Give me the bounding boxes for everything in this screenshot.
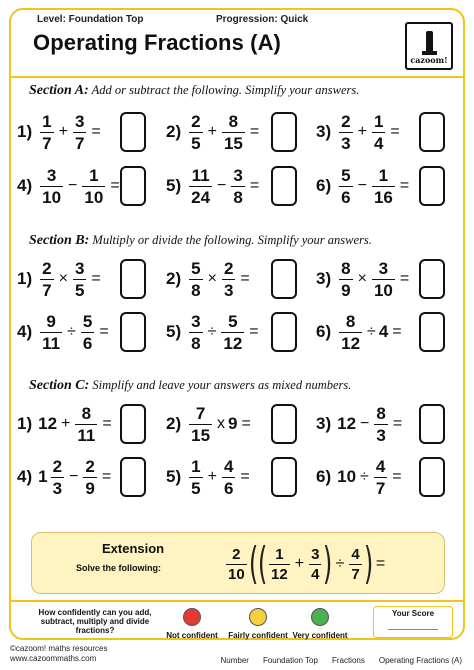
operator: − <box>69 468 79 485</box>
fraction: $\frac{8}{12}$ <box>341 311 361 353</box>
question-13 <box>17 400 115 448</box>
operator: + <box>58 123 68 140</box>
answer-box[interactable] <box>419 312 445 352</box>
fraction: $\frac{2}{7}$ <box>42 258 52 300</box>
fraction: $\frac{3}{10}$ <box>373 258 393 300</box>
operator: x <box>217 415 226 432</box>
fraction: $\frac{3}{8}$ <box>233 165 243 207</box>
score-line <box>388 629 438 630</box>
question-number: 3) <box>316 122 332 141</box>
footer-credits <box>10 644 107 664</box>
fraction: $\frac{1}{7}$ <box>42 111 52 153</box>
yellow-light-icon[interactable] <box>249 608 267 626</box>
question-number: 3) <box>316 414 332 433</box>
fraction: $\frac{3}{8}$ <box>191 311 201 353</box>
question-17 <box>166 453 253 501</box>
question-5 <box>166 162 262 210</box>
paren-close: ) <box>363 538 374 589</box>
fraction: $\frac{3}{5}$ <box>74 258 85 300</box>
operator: × <box>357 270 367 287</box>
question-15 <box>316 400 405 448</box>
operator: ÷ <box>367 323 376 340</box>
operator: ÷ <box>335 555 345 572</box>
question-8 <box>166 255 253 303</box>
answer-box[interactable] <box>419 259 445 299</box>
fairly-confident-label: Fairly confident <box>228 631 288 640</box>
red-light-icon[interactable] <box>183 608 201 626</box>
worksheet <box>9 8 465 640</box>
question-7 <box>17 255 104 303</box>
fraction: $\frac{1}{5}$ <box>191 456 201 498</box>
answer-box[interactable] <box>120 457 146 497</box>
fraction: $\frac{2}{3}$ <box>223 258 234 300</box>
answer-box[interactable] <box>120 259 146 299</box>
copyright-text: ©cazoom! maths resources <box>10 644 108 653</box>
question-number: 3) <box>316 269 332 288</box>
fraction: $\frac{8}{15}$ <box>223 111 243 153</box>
answer-box[interactable] <box>271 259 297 299</box>
fraction: $\frac{3}{7}$ <box>74 111 85 153</box>
equals-sign: = <box>91 123 101 140</box>
equals-sign: = <box>390 123 400 140</box>
operator: − <box>357 177 367 194</box>
operator: ÷ <box>360 468 369 485</box>
logo-icon <box>426 31 433 55</box>
answer-box[interactable] <box>120 166 146 206</box>
operator: + <box>357 123 367 140</box>
question-18 <box>316 453 405 501</box>
question-number: 6) <box>316 322 332 341</box>
fraction: $\frac{3}{10}$ <box>42 165 62 207</box>
equals-sign: = <box>375 555 386 572</box>
confidence-bar <box>11 600 463 640</box>
whole-number: 12 <box>38 414 58 433</box>
question-11 <box>166 308 262 356</box>
fraction: $\frac{9}{11}$ <box>42 311 61 353</box>
fraction: $\frac{1}{12}$ <box>271 545 288 583</box>
section-instruction: Add or subtract the following. Simplify your answers. <box>91 83 360 97</box>
breadcrumb-item: Fractions <box>331 656 365 665</box>
fraction: $\frac{2}{3}$ <box>341 111 351 153</box>
green-light-icon[interactable] <box>311 608 329 626</box>
section-instruction: Multiply or divide the following. Simplify your answers. <box>92 233 372 247</box>
not-confident-label: Not confident <box>166 631 218 640</box>
section-c-heading <box>29 378 351 394</box>
equals-sign: = <box>249 123 260 140</box>
fraction: $\frac{8}{9}$ <box>341 258 351 300</box>
footer-breadcrumb <box>220 656 462 665</box>
section-label: Section B: <box>29 233 90 248</box>
answer-box[interactable] <box>419 457 445 497</box>
question-16 <box>17 453 114 501</box>
section-instruction: Simplify and leave your answers as mixed numbers. <box>92 378 352 392</box>
answer-box[interactable] <box>120 112 146 152</box>
question-number: 5) <box>166 176 182 195</box>
equals-sign: = <box>240 270 250 287</box>
page-title: Operating Fractions (A) <box>33 30 281 55</box>
question-number: 6) <box>316 467 332 486</box>
question-number: 1) <box>17 269 33 288</box>
whole-number: 12 <box>337 414 357 433</box>
fraction: $\frac{4}{6}$ <box>223 456 234 498</box>
fraction: $\frac{1}{4}$ <box>373 111 384 153</box>
question-1 <box>17 108 104 156</box>
question-number: 5) <box>166 467 182 486</box>
answer-box[interactable] <box>120 404 146 444</box>
fraction: $\frac{4}{7}$ <box>351 545 360 583</box>
fraction: $\frac{11}{24}$ <box>191 165 211 207</box>
operator: + <box>294 555 305 572</box>
question-12 <box>316 308 405 356</box>
operator: − <box>217 177 227 194</box>
section-b-heading <box>29 233 372 249</box>
equals-sign: = <box>392 468 402 485</box>
fraction: $\frac{1}{10}$ <box>84 165 104 207</box>
question-3 <box>316 108 403 156</box>
fraction: $\frac{5}{6}$ <box>82 311 93 353</box>
equals-sign: = <box>392 415 403 432</box>
question-2 <box>166 108 262 156</box>
answer-box[interactable] <box>419 112 445 152</box>
question-14 <box>166 400 254 448</box>
operator: + <box>207 468 217 485</box>
equals-sign: = <box>249 323 259 340</box>
fraction: $\frac{8}{11}$ <box>77 403 96 445</box>
whole-number: 10 <box>337 467 357 486</box>
breadcrumb-item: Number <box>220 656 249 665</box>
extension-panel <box>31 532 445 594</box>
section-label: Section C: <box>29 378 90 393</box>
operator: − <box>68 177 78 194</box>
extension-subtitle: Solve the following: <box>76 563 161 573</box>
equals-sign: = <box>91 270 101 287</box>
question-number: 1) <box>17 414 33 433</box>
operator: ÷ <box>207 323 217 340</box>
answer-box[interactable] <box>419 404 445 444</box>
paren-close: ) <box>323 538 333 589</box>
answer-box[interactable] <box>120 312 146 352</box>
fraction: $\frac{2}{10}$ <box>228 545 245 583</box>
fraction: $\frac{8}{3}$ <box>376 403 386 445</box>
operator: × <box>58 270 68 287</box>
operator: − <box>360 415 370 432</box>
question-number: 4) <box>17 322 33 341</box>
fraction: $\frac{5}{6}$ <box>341 165 351 207</box>
score-label: Your Score <box>391 609 435 618</box>
equals-sign: = <box>101 468 112 485</box>
equals-sign: = <box>99 323 109 340</box>
breadcrumb-item: Operating Fractions (A) <box>378 656 462 665</box>
answer-box[interactable] <box>271 404 297 444</box>
question-6 <box>316 162 412 210</box>
website-link[interactable]: www.cazoommaths.com <box>10 654 97 663</box>
breadcrumb-item: Foundation Top <box>262 656 318 665</box>
cazoom-logo <box>405 22 453 70</box>
fraction: $\frac{2}{9}$ <box>85 456 95 498</box>
fraction: $\frac{2}{5}$ <box>191 111 201 153</box>
whole-number: 9 <box>228 414 238 433</box>
equals-sign: = <box>392 323 402 340</box>
whole-number: 1 <box>38 467 48 486</box>
equals-sign: = <box>241 415 251 432</box>
extension-title: Extension <box>102 541 165 556</box>
progression-label: Progression: Quick <box>216 14 309 25</box>
fraction: $\frac{3}{4}$ <box>311 545 320 583</box>
answer-box[interactable] <box>271 457 297 497</box>
paren-open: ( <box>257 538 268 589</box>
question-number: 4) <box>17 176 33 195</box>
section-a-heading <box>29 83 359 99</box>
operator: + <box>207 123 217 140</box>
equals-sign: = <box>102 415 112 432</box>
equals-sign: = <box>249 177 260 194</box>
question-9 <box>316 255 412 303</box>
question-number: 1) <box>17 122 33 141</box>
answer-box[interactable] <box>271 312 297 352</box>
paren-open: ( <box>248 538 258 589</box>
equals-sign: = <box>240 468 250 485</box>
fraction: $\frac{2}{3}$ <box>52 456 63 498</box>
extension-expression <box>224 538 388 590</box>
logo-text: cazoom! <box>410 55 448 65</box>
equals-sign: = <box>399 177 410 194</box>
question-number: 6) <box>316 176 332 195</box>
fraction: $\frac{5}{8}$ <box>191 258 201 300</box>
operator: ÷ <box>67 323 76 340</box>
section-label: Section A: <box>29 83 89 98</box>
whole-number: 4 <box>378 322 389 341</box>
header-divider <box>11 76 463 78</box>
very-confident-label: Very confident <box>292 631 348 640</box>
question-10 <box>17 308 112 356</box>
fraction: $\frac{5}{12}$ <box>223 311 243 353</box>
operator: + <box>61 415 71 432</box>
question-4 <box>17 162 123 210</box>
question-number: 2) <box>166 269 182 288</box>
fraction: $\frac{4}{7}$ <box>375 456 386 498</box>
operator: × <box>207 270 217 287</box>
question-number: 4) <box>17 467 33 486</box>
equals-sign: = <box>110 177 120 194</box>
level-label: Level: Foundation Top <box>37 14 144 25</box>
confidence-question: How confidently can you add, subtract, multiply and divide fractions? <box>38 608 152 636</box>
question-number: 2) <box>166 122 182 141</box>
equals-sign: = <box>399 270 410 287</box>
fraction: $\frac{7}{15}$ <box>191 403 211 445</box>
answer-box[interactable] <box>271 166 297 206</box>
answer-box[interactable] <box>419 166 445 206</box>
question-number: 5) <box>166 322 182 341</box>
fraction: $\frac{1}{16}$ <box>373 165 393 207</box>
answer-box[interactable] <box>271 112 297 152</box>
question-number: 2) <box>166 414 182 433</box>
score-box[interactable] <box>373 606 453 638</box>
